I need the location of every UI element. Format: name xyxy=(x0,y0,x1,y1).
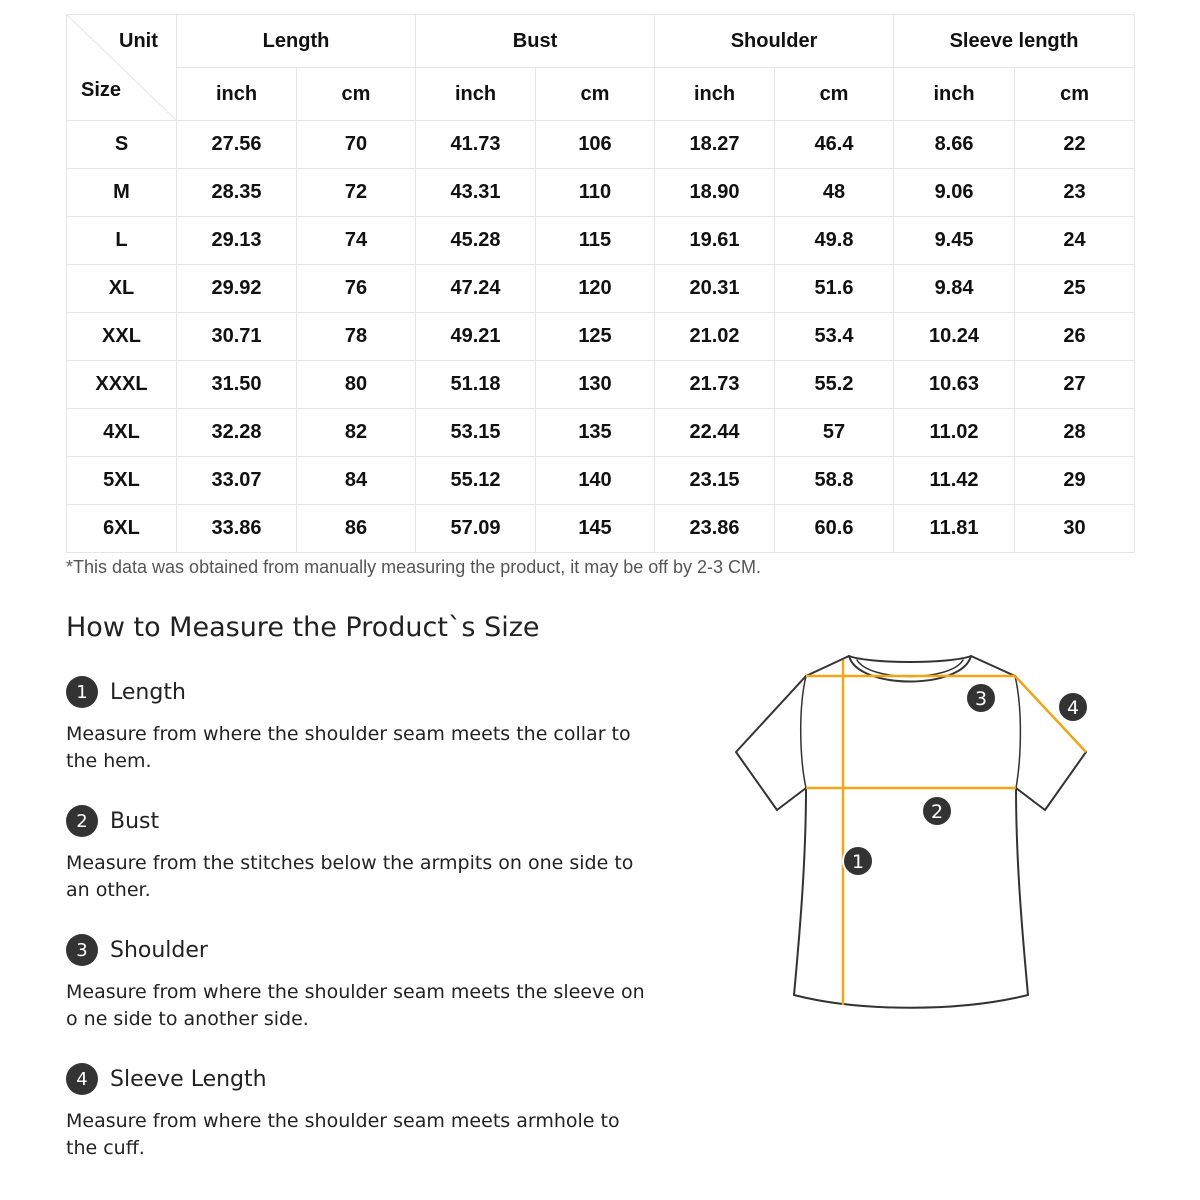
size-label-cell: M xyxy=(67,169,177,217)
measurement-disclaimer-note: *This data was obtained from manually measuring the product, it may be off by 2-3 CM. xyxy=(66,557,762,577)
measurement-cell: 80 xyxy=(297,361,416,409)
measurement-cell: 57 xyxy=(775,409,894,457)
measurement-cell: 110 xyxy=(536,169,655,217)
measurement-cell: 26 xyxy=(1015,313,1135,361)
measurement-cell: 28 xyxy=(1015,409,1135,457)
table-row xyxy=(67,361,1135,409)
measurement-cell: 60.6 xyxy=(775,505,894,553)
measurement-cell: 84 xyxy=(297,457,416,505)
size-label-cell: S xyxy=(67,121,177,169)
step-description: Measure from the stitches below the armpits on one side to an other. xyxy=(66,852,634,901)
measurement-cell: 32.28 xyxy=(177,409,297,457)
measurement-cell: 45.28 xyxy=(416,217,536,265)
measurement-cell: 49.8 xyxy=(775,217,894,265)
measurement-cell: 82 xyxy=(297,409,416,457)
step-number-badge: 1 xyxy=(66,676,98,708)
measurement-cell: 125 xyxy=(536,313,655,361)
table-corner-cell xyxy=(67,15,177,121)
measurement-cell: 8.66 xyxy=(894,121,1015,169)
measurement-cell: 47.24 xyxy=(416,265,536,313)
group-header-bust: Bust xyxy=(416,15,655,68)
tshirt-icon xyxy=(736,656,1086,1008)
table-row xyxy=(67,169,1135,217)
measurement-cell: 51.6 xyxy=(775,265,894,313)
group-header-sleeve-length: Sleeve length xyxy=(894,15,1135,68)
size-chart-table xyxy=(66,14,1135,553)
measurement-cell: 135 xyxy=(536,409,655,457)
measurement-cell: 10.63 xyxy=(894,361,1015,409)
measurement-cell: 24 xyxy=(1015,217,1135,265)
measurement-cell: 27 xyxy=(1015,361,1135,409)
measurement-cell: 55.2 xyxy=(775,361,894,409)
measurement-cell: 9.45 xyxy=(894,217,1015,265)
measurement-cell: 57.09 xyxy=(416,505,536,553)
table-row xyxy=(67,265,1135,313)
measurement-cell: 27.56 xyxy=(177,121,297,169)
size-label-cell: 4XL xyxy=(67,409,177,457)
step-label: Length xyxy=(110,679,186,705)
size-label-cell: L xyxy=(67,217,177,265)
unit-header-cell: inch xyxy=(177,68,297,121)
step-label: Shoulder xyxy=(110,937,208,963)
table-row xyxy=(67,409,1135,457)
measurement-cell: 29.13 xyxy=(177,217,297,265)
measurement-cell: 10.24 xyxy=(894,313,1015,361)
unit-header-cell: cm xyxy=(297,68,416,121)
measurement-cell: 70 xyxy=(297,121,416,169)
measurement-cell: 33.07 xyxy=(177,457,297,505)
table-row xyxy=(67,121,1135,169)
measurement-cell: 115 xyxy=(536,217,655,265)
size-label-cell: XXL xyxy=(67,313,177,361)
unit-header-cell: inch xyxy=(655,68,775,121)
step-sleeve-length xyxy=(66,1062,666,1162)
measurement-cell: 145 xyxy=(536,505,655,553)
step-bust xyxy=(66,804,666,904)
measurement-cell: 29.92 xyxy=(177,265,297,313)
table-group-header-row xyxy=(67,15,1135,68)
step-description: Measure from where the shoulder seam meets armhole to the cuff. xyxy=(66,1110,620,1159)
step-label: Sleeve Length xyxy=(110,1066,267,1092)
measurement-cell: 20.31 xyxy=(655,265,775,313)
measurement-cell: 55.12 xyxy=(416,457,536,505)
measurement-cell: 43.31 xyxy=(416,169,536,217)
measurement-cell: 11.42 xyxy=(894,457,1015,505)
measurement-cell: 21.73 xyxy=(655,361,775,409)
measurement-cell: 76 xyxy=(297,265,416,313)
measurement-cell: 53.4 xyxy=(775,313,894,361)
size-label-cell: 6XL xyxy=(67,505,177,553)
measurement-cell: 51.18 xyxy=(416,361,536,409)
step-description: Measure from where the shoulder seam meets the collar to the hem. xyxy=(66,723,631,772)
measure-guide-title: How to Measure the Product`s Size xyxy=(66,612,540,643)
size-label-cell: 5XL xyxy=(67,457,177,505)
size-header-label: Size xyxy=(81,79,122,101)
step-description: Measure from where the shoulder seam meets the sleeve on o ne side to another side. xyxy=(66,981,645,1030)
measurement-cell: 29 xyxy=(1015,457,1135,505)
measurement-cell: 41.73 xyxy=(416,121,536,169)
measurement-cell: 11.02 xyxy=(894,409,1015,457)
measurement-cell: 23.86 xyxy=(655,505,775,553)
table-row xyxy=(67,505,1135,553)
marker-number: 4 xyxy=(1066,697,1080,719)
table-unit-header-row xyxy=(67,68,1135,121)
measurement-cell: 18.90 xyxy=(655,169,775,217)
table-row xyxy=(67,457,1135,505)
measurement-cell: 48 xyxy=(775,169,894,217)
measurement-cell: 25 xyxy=(1015,265,1135,313)
measurement-cell: 46.4 xyxy=(775,121,894,169)
step-shoulder xyxy=(66,933,666,1033)
measurement-cell: 72 xyxy=(297,169,416,217)
step-label: Bust xyxy=(110,808,160,834)
measurement-cell: 106 xyxy=(536,121,655,169)
measurement-cell: 30 xyxy=(1015,505,1135,553)
measurement-cell: 23 xyxy=(1015,169,1135,217)
step-number-badge: 2 xyxy=(66,805,98,837)
unit-header-cell: inch xyxy=(416,68,536,121)
unit-header-label: Unit xyxy=(119,30,158,52)
unit-header-cell: cm xyxy=(775,68,894,121)
step-number-badge: 3 xyxy=(66,934,98,966)
measurement-cell: 19.61 xyxy=(655,217,775,265)
marker-number: 3 xyxy=(974,688,988,710)
measurement-cell: 120 xyxy=(536,265,655,313)
group-header-length: Length xyxy=(177,15,416,68)
measurement-cell: 30.71 xyxy=(177,313,297,361)
measurement-cell: 28.35 xyxy=(177,169,297,217)
table-row xyxy=(67,217,1135,265)
marker-number: 2 xyxy=(930,801,944,823)
size-label-cell: XL xyxy=(67,265,177,313)
marker-number: 1 xyxy=(851,851,865,873)
measurement-cell: 33.86 xyxy=(177,505,297,553)
table-row xyxy=(67,313,1135,361)
measurement-cell: 140 xyxy=(536,457,655,505)
measurement-cell: 130 xyxy=(536,361,655,409)
measurement-cell: 22.44 xyxy=(655,409,775,457)
diagram-marker-2 xyxy=(922,796,952,826)
measurement-cell: 23.15 xyxy=(655,457,775,505)
measurement-cell: 22 xyxy=(1015,121,1135,169)
measurement-cell: 74 xyxy=(297,217,416,265)
unit-header-cell: cm xyxy=(1015,68,1135,121)
unit-header-cell: inch xyxy=(894,68,1015,121)
measurement-cell: 53.15 xyxy=(416,409,536,457)
diagram-marker-4 xyxy=(1058,692,1088,722)
measurement-cell: 9.84 xyxy=(894,265,1015,313)
measurement-cell: 78 xyxy=(297,313,416,361)
measurement-cell: 21.02 xyxy=(655,313,775,361)
diagram-marker-3 xyxy=(966,683,996,713)
size-label-cell: XXXL xyxy=(67,361,177,409)
measurement-cell: 9.06 xyxy=(894,169,1015,217)
measurement-cell: 11.81 xyxy=(894,505,1015,553)
group-header-shoulder: Shoulder xyxy=(655,15,894,68)
measurement-cell: 49.21 xyxy=(416,313,536,361)
table-body xyxy=(67,121,1135,553)
diagram-marker-1 xyxy=(843,846,873,876)
unit-header-cell: cm xyxy=(536,68,655,121)
step-number-badge: 4 xyxy=(66,1063,98,1095)
step-length xyxy=(66,675,666,775)
measurement-cell: 58.8 xyxy=(775,457,894,505)
measurement-cell: 86 xyxy=(297,505,416,553)
measurement-cell: 18.27 xyxy=(655,121,775,169)
measurement-cell: 31.50 xyxy=(177,361,297,409)
tshirt-measure-diagram xyxy=(720,640,1120,1020)
